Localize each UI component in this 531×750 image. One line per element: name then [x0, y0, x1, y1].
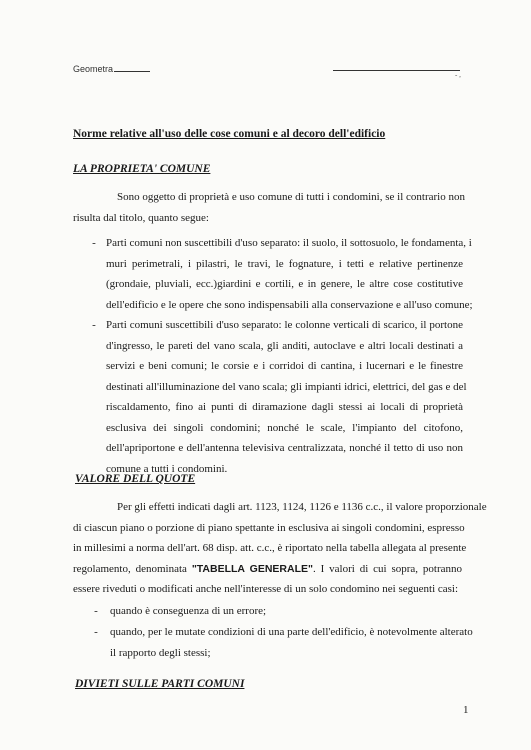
intro-paragraph: [73, 187, 465, 228]
header-blank-line: [114, 63, 150, 72]
bullet-line: muri perimetrali, i pilastri, le travi, le fognature, i tetti e relative pertinenze: [106, 257, 463, 270]
valore-line-2: di ciascun piano o porzione di piano spettante in esclusiva ai singoli condomini, espresso: [73, 521, 465, 534]
bullet-line: d'ingresso, le pareti del vano scala, gli anditi, autoclave e altri locali destinati a: [106, 339, 463, 352]
section-title-norme: Norme relative all'uso delle cose comuni e al decoro dell'edificio: [73, 128, 386, 140]
section-title-divieti: DIVIETI SULLE PARTI COMUNI: [75, 678, 245, 690]
page-number: 1: [463, 704, 469, 716]
valore-line-4: [73, 559, 462, 580]
bullet-line: comune a tutti i condomini.: [106, 462, 228, 475]
bullet-line: quando, per le mutate condizioni di una parte dell'edificio, è notevolmente alterato: [110, 626, 473, 638]
bullet-line: quando è conseguenza di un errore;: [110, 605, 267, 617]
valore-line-4-post: . I valori di cui sopra, potranno: [312, 562, 462, 575]
bullet-line: (grondaie, pluviali, ecc.)giardini e cortili, e in genere, le altre cose costitutive: [106, 278, 463, 290]
bullet-line: dell'edificio e le opere che sono indispensabili alla conservazione e all'uso comune;: [106, 298, 473, 311]
bullet-parti-non-separato: [92, 233, 473, 315]
intro-line-1: Sono oggetto di proprietà e uso comune di tutti i condomini, se il contrario non: [117, 191, 465, 203]
bullet-mutate-condizioni: [94, 622, 473, 663]
bullet-dash: -: [94, 605, 98, 617]
bullet-line: servizi e beni comuni; le corsie e i corridoi di cantina, i lucernari e le finestre: [106, 360, 463, 372]
bullet-line: Parti comuni non suscettibili d'uso separato: il suolo, il sottosuolo, le fondamenta, i: [106, 237, 472, 249]
section-subtitle-proprieta: LA PROPRIETA' COMUNE: [73, 163, 211, 175]
bullet-errore: [94, 601, 463, 622]
valore-line-1: Per gli effetti indicati dagli art. 1123, 1124, 1126 e 1136 c.c., il valore proporzionale: [117, 501, 487, 513]
bullet-line: il rapporto degli stessi;: [110, 646, 211, 659]
header-signature-line: [333, 70, 460, 71]
bullet-line: Parti comuni suscettibili d'uso separato: le colonne verticali di scarico, il portone: [106, 319, 463, 331]
header-geometra: [73, 63, 150, 74]
header-mark: - ,: [455, 71, 461, 79]
valore-line-4-pre: regolamento, denominata: [73, 562, 192, 575]
section-title-valore: VALORE DELL QUOTE: [75, 473, 196, 485]
bullet-line: esclusiva dei singoli condomini; nonché le scale, l'impianto del citofono,: [106, 421, 463, 434]
header-label: Geometra: [73, 64, 114, 74]
bullet-line: destinati all'illuminazione del vano scala; gli impianti idrici, elettrici, del gas e del: [106, 380, 467, 393]
tabella-generale-label: "TABELLA GENERALE": [191, 562, 313, 575]
valore-paragraph: [73, 497, 487, 600]
bullet-dash: -: [92, 237, 96, 249]
valore-line-5: essere riveduti o modificati anche nell'interesse di un solo condomino nei seguenti casi:: [73, 583, 459, 595]
valore-line-3: in millesimi a norma dell'art. 68 disp. att. c.c., è riportato nella tabella allegata al presente: [73, 542, 467, 554]
bullet-dash: -: [92, 319, 96, 331]
intro-line-2: risulta dal titolo, quanto segue:: [73, 211, 209, 224]
bullet-line: dell'apriportone e dell'antenna televisiva centralizzata, nonché il tetto di uso non: [106, 442, 463, 454]
bullet-dash: -: [94, 626, 98, 638]
bullet-parti-separato: [92, 315, 467, 479]
bullet-line: riscaldamento, fino ai punti di diramazione dagli stessi ai locali di proprietà: [106, 401, 463, 413]
